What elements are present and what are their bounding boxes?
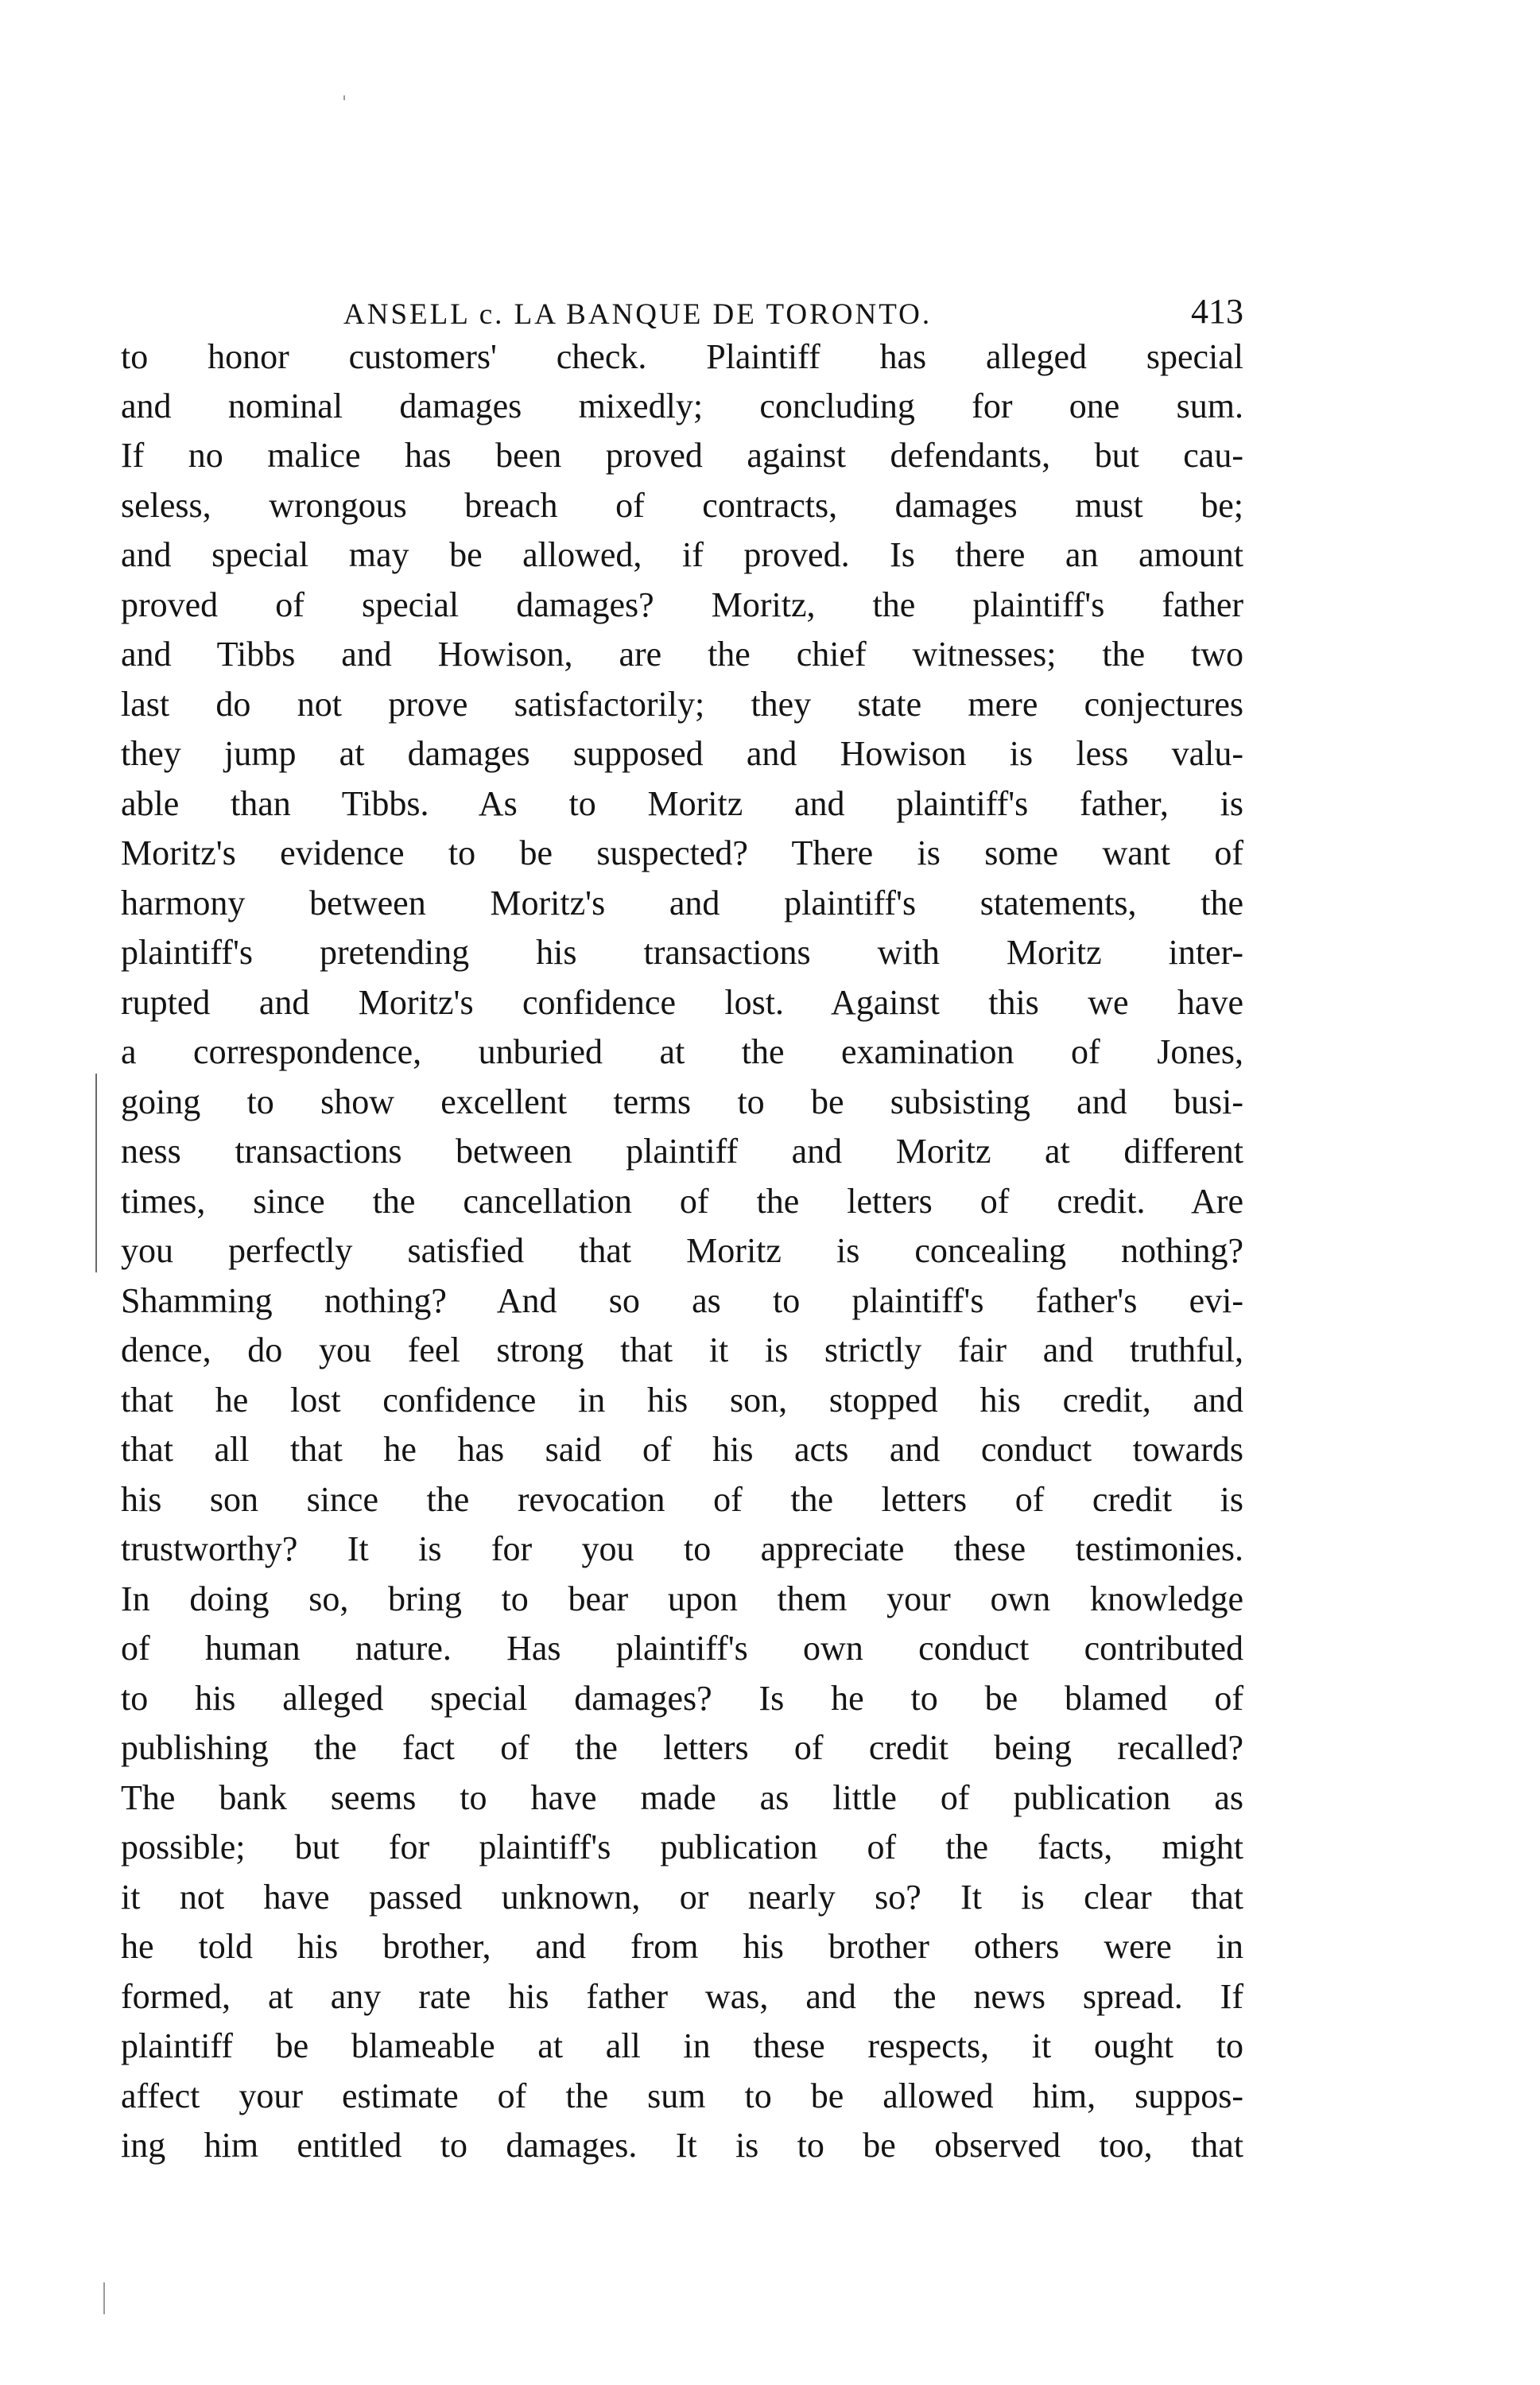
- margin-mark: [95, 1074, 97, 1272]
- text-line: and nominal damages mixedly; concluding for one sum.: [121, 386, 1243, 425]
- text-line: plaintiff be blameable at all in these respects, it ought to: [121, 2026, 1243, 2065]
- text-line: ing him entitled to damages. It is to be observed too, that: [121, 2126, 1243, 2165]
- text-line: to honor customers' check. Plaintiff has alleged special: [121, 337, 1243, 376]
- running-title: ANSELL c. LA BANQUE DE TORONTO.: [343, 298, 933, 331]
- scan-speck: [343, 95, 345, 100]
- text-line: seless, wrongous breach of contracts, damages must be;: [121, 486, 1243, 525]
- text-line: If no malice has been proved against defendants, but cau-: [121, 436, 1243, 475]
- text-line: The bank seems to have made as little of publication as: [121, 1778, 1243, 1817]
- text-line: publishing the fact of the letters of credit being recalled?: [121, 1728, 1243, 1767]
- text-line: ness transactions between plaintiff and Moritz at different: [121, 1132, 1243, 1171]
- page-number: 413: [1191, 292, 1243, 331]
- text-line: proved of special damages? Moritz, the plaintiff's father: [121, 585, 1243, 624]
- page-header: [343, 289, 1243, 337]
- text-line: rupted and Moritz's confidence lost. Against this we have: [121, 983, 1243, 1022]
- text-line: dence, do you feel strong that it is strictly fair and truthful,: [121, 1330, 1243, 1369]
- text-line: formed, at any rate his father was, and the news spread. If: [121, 1977, 1243, 2016]
- text-line: his son since the revocation of the letters of credit is: [121, 1480, 1243, 1519]
- text-line: and special may be allowed, if proved. Is there an amount: [121, 535, 1243, 574]
- text-line: able than Tibbs. As to Moritz and plaintiff's father, is: [121, 784, 1243, 823]
- text-line: plaintiff's pretending his transactions with Moritz inter-: [121, 933, 1243, 972]
- text-line: they jump at damages supposed and Howison is less valu-: [121, 734, 1243, 773]
- text-line: that all that he has said of his acts and conduct towards: [121, 1430, 1243, 1469]
- text-line: affect your estimate of the sum to be allowed him, suppos-: [121, 2076, 1243, 2115]
- text-line: trustworthy? It is for you to appreciate these testimonies.: [121, 1529, 1243, 1568]
- text-line: In doing so, bring to bear upon them your own knowledge: [121, 1579, 1243, 1618]
- text-line: going to show excellent terms to be subsisting and busi-: [121, 1082, 1243, 1121]
- text-line: possible; but for plaintiff's publication of the facts, might: [121, 1828, 1243, 1866]
- text-line: harmony between Moritz's and plaintiff's statements, the: [121, 884, 1243, 923]
- text-line: last do not prove satisfactorily; they state mere conjectures: [121, 685, 1243, 724]
- text-line: a correspondence, unburied at the examination of Jones,: [121, 1032, 1243, 1071]
- text-line: of human nature. Has plaintiff's own conduct contributed: [121, 1629, 1243, 1668]
- text-line: and Tibbs and Howison, are the chief witnesses; the two: [121, 635, 1243, 674]
- body-text: [121, 334, 1243, 2203]
- text-line: times, since the cancellation of the letters of credit. Are: [121, 1182, 1243, 1221]
- text-line: it not have passed unknown, or nearly so? It is clear that: [121, 1878, 1243, 1917]
- text-line: to his alleged special damages? Is he to be blamed of: [121, 1679, 1243, 1718]
- text-line: Shamming nothing? And so as to plaintiff's father's evi-: [121, 1281, 1243, 1320]
- scan-speck: [103, 2282, 105, 2314]
- text-line: that he lost confidence in his son, stopped his credit, and: [121, 1381, 1243, 1420]
- text-line: he told his brother, and from his brother others were in: [121, 1927, 1243, 1966]
- text-line: you perfectly satisfied that Moritz is concealing nothing?: [121, 1231, 1243, 1270]
- text-line: Moritz's evidence to be suspected? There is some want of: [121, 833, 1243, 872]
